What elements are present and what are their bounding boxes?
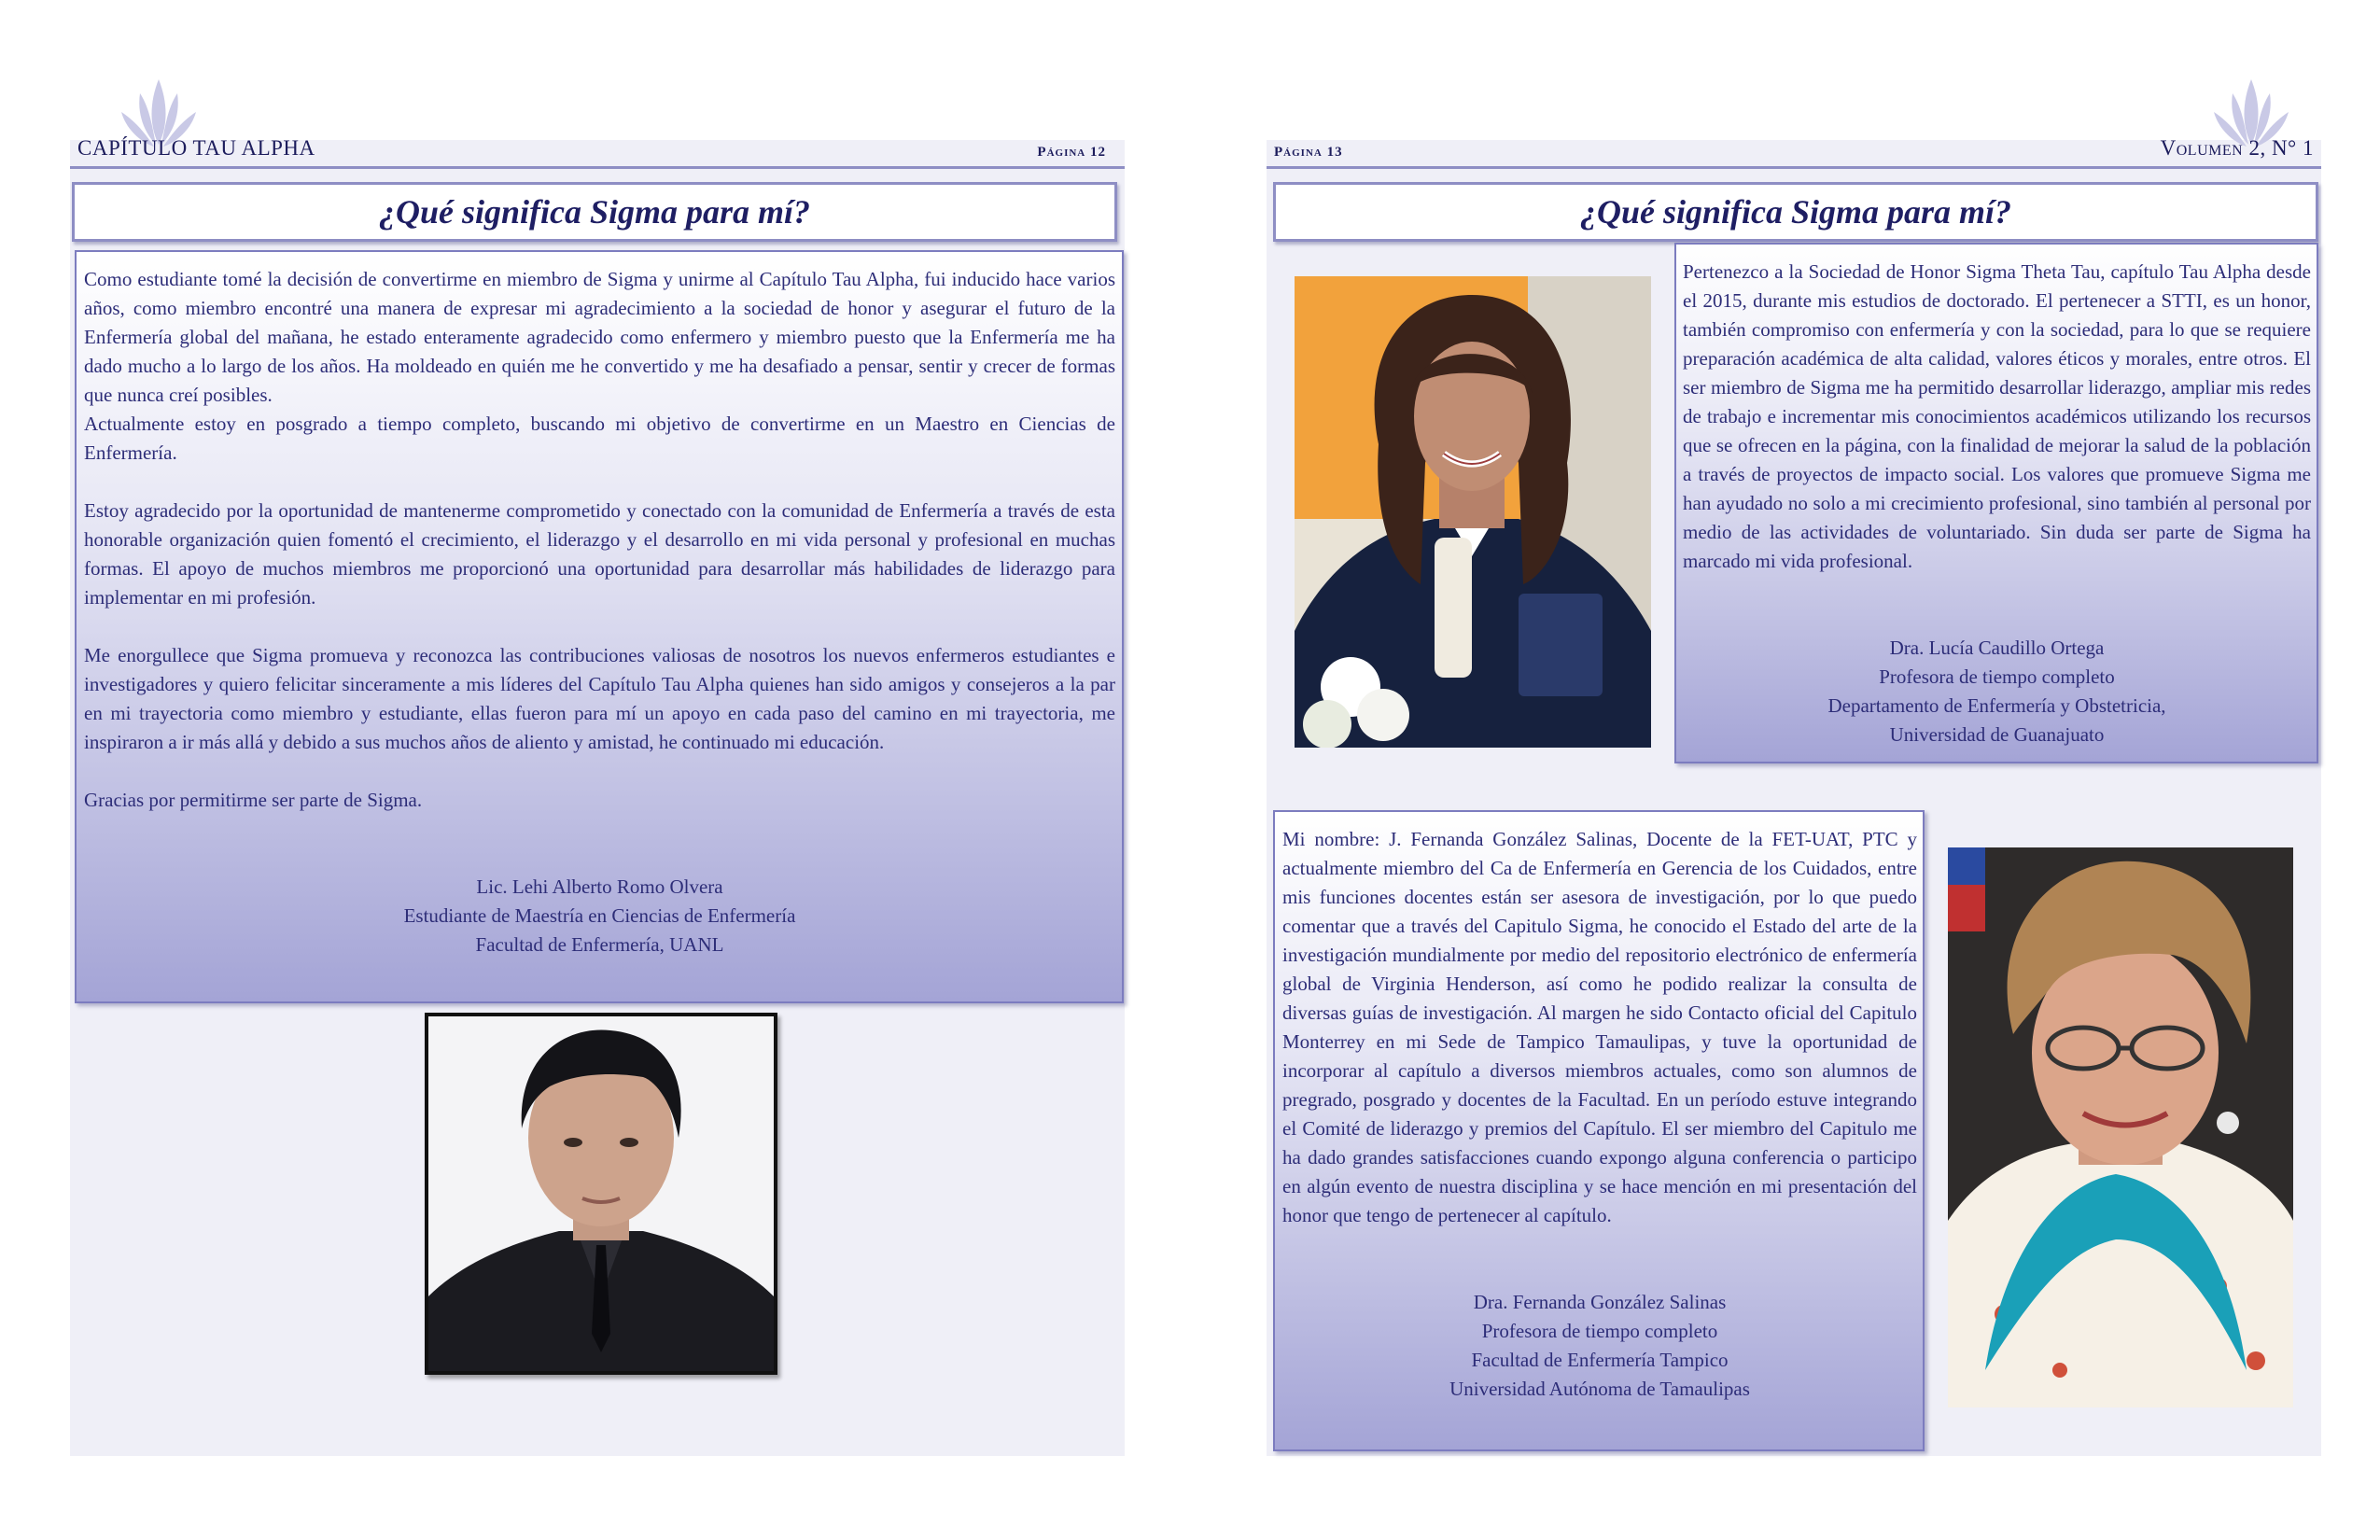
author-signature [1282, 1288, 1917, 1404]
header-rule [70, 166, 1125, 169]
author-photo [1948, 847, 2293, 1407]
volume-label: Volumen 2, N° 1 [2160, 136, 2314, 160]
right-running-header [1267, 136, 2321, 168]
article-title: ¿Qué significa Sigma para mí? [378, 193, 811, 231]
author-department: Departamento de Enfermería y Obstetricia, [1827, 694, 2166, 717]
left-running-header [70, 136, 1125, 168]
author-name: Lic. Lehi Alberto Romo Olvera [476, 875, 723, 898]
author-photo [425, 1013, 777, 1375]
article-paragraph: Actualmente estoy en posgrado a tiempo completo, buscando mi objetivo de convertirme en un Maestro en Ciencias de Enfermería. [84, 413, 1115, 464]
left-page [70, 136, 1125, 1456]
article-paragraph: Me enorgullece que Sigma promueva y reconozca las contribuciones valiosas de nosotros los nuevos enfermeros estudiantes e investigadores y quiero felicitar sinceramente a mis líderes del Capítulo Tau Alpha quienes han sido amigos y consejeros a la par en mi trayectoria como miembro y estudiante, ellas fueron para mí un apoyo en cada paso del camino en mi trayectoria, me inspiraron a ir más allá y debido a sus muchos años de aliento y amistad, he continuado mi educación. [84, 644, 1115, 753]
article-paragraph: Como estudiante tomé la decisión de convertirme en miembro de Sigma y unirme al Capítulo Tau Alpha, fui inducido hace varios años, como miembro encontré una manera de expresar mi agradecimiento a la sociedad de honor y asegurar el futuro de la Enfermería global del mañana, he estado enteramente agradecido como enfermero y miembro puesto que la Enfermería me ha dado mucho a lo largo de los años. Ha moldeado en quién me he convertido y me ha desafiado a pensar, sentir y crecer de formas que nunca creí posibles. [84, 268, 1115, 406]
author-institution: Universidad Autónoma de Tamaulipas [1449, 1378, 1750, 1400]
author-photo [1295, 276, 1651, 748]
author-signature [84, 873, 1115, 959]
author-faculty: Facultad de Enfermería Tampico [1471, 1349, 1729, 1371]
right-page [1267, 136, 2321, 1456]
author-name: Dra. Fernanda González Salinas [1473, 1291, 1727, 1313]
author-institution: Facultad de Enfermería, UANL [475, 933, 724, 956]
article-title: ¿Qué significa Sigma para mí? [1579, 193, 2012, 231]
page-number: Página 13 [1274, 145, 1343, 160]
article-title-box [72, 182, 1117, 242]
article-paragraph: Mi nombre: J. Fernanda González Salinas, Docente de la FET-UAT, PTC y actualmente miembro del Ca de Enfermería en Gerencia de los Cuidados, entre mis funciones docentes están ser asesora de investigación, por lo que puedo comentar que a través del Capitulo Sigma, he conocido el Estado del arte de la investigación mundialmente por medio del repositorio electrónico de enfermería global de Virginia Henderson, así como he podido realizar la consulta de diversas guías de investigación. Al margen he sido Contacto oficial del Capitulo Monterrey en mi Sede de Tampico Tamaulipas, y tuve la oportunidad de incorporar al capítulo a diversos miembros actuales, como son alumnos de pregrado, posgrado y docentes de la Facultad. En un período estuve integrando el Comité de liderazgo y premios del Capítulo. El ser miembro del Capitulo me ha dado grandes satisfacciones cuando expongo alguna conferencia o participo en algún evento de nuestra disciplina y se hace mención en mi presentación del honor que tengo de pertenecer al capítulo. [1282, 828, 1917, 1226]
article-paragraph: Gracias por permitirme ser parte de Sigma. [84, 789, 423, 811]
author-role: Profesora de tiempo completo [1879, 665, 2115, 688]
publication-brand: CAPÍTULO TAU ALPHA [77, 136, 315, 160]
article-text-box [75, 250, 1124, 1003]
article-paragraph: Estoy agradecido por la oportunidad de mantenerme comprometido y conectado con la comunidad de Enfermería a través de esta honorable organización quien fomentó el crecimiento, el liderazgo y el desarrollo en mi vida personal y profesional en muchas formas. El apoyo de muchos miembros me proporcionó una oportunidad para desarrollar más habilidades de liderazgo para implementar en mi profesión. [84, 499, 1115, 609]
author-institution: Universidad de Guanajuato [1889, 723, 2105, 746]
page-number: Página 12 [1037, 145, 1106, 160]
article-title-box [1273, 182, 2318, 242]
article-paragraph: Pertenezco a la Sociedad de Honor Sigma Theta Tau, capítulo Tau Alpha desde el 2015, durante mis estudios de doctorado. El pertenecer a STTI, es un honor, también compromiso con enfermería y con la sociedad, para lo que se requiere preparación académica de alta calidad, valores éticos y morales, entre otros. El ser miembro de Sigma me ha permitido desarrollar liderazgo, ampliar mis redes de trabajo e incrementar mis conocimientos académicos utilizando los recursos que se ofrecen en la página, con la finalidad de mejorar la salud de la población a través de proyectos de impacto social. Los valores que promueve Sigma me han ayudado no solo a mi crecimiento profesional, sino también al personal por medio de las actividades de voluntariado. Sin duda ser parte de Sigma ha marcado mi vida profesional. [1683, 260, 2311, 572]
author-signature [1683, 634, 2311, 749]
author-role: Estudiante de Maestría en Ciencias de Enfermería [403, 904, 796, 927]
author-role: Profesora de tiempo completo [1481, 1320, 1718, 1342]
author-name: Dra. Lucía Caudillo Ortega [1889, 637, 2105, 659]
article-text-box-bottom [1273, 810, 1925, 1451]
header-rule [1267, 166, 2321, 169]
article-text-box-top [1674, 243, 2318, 763]
